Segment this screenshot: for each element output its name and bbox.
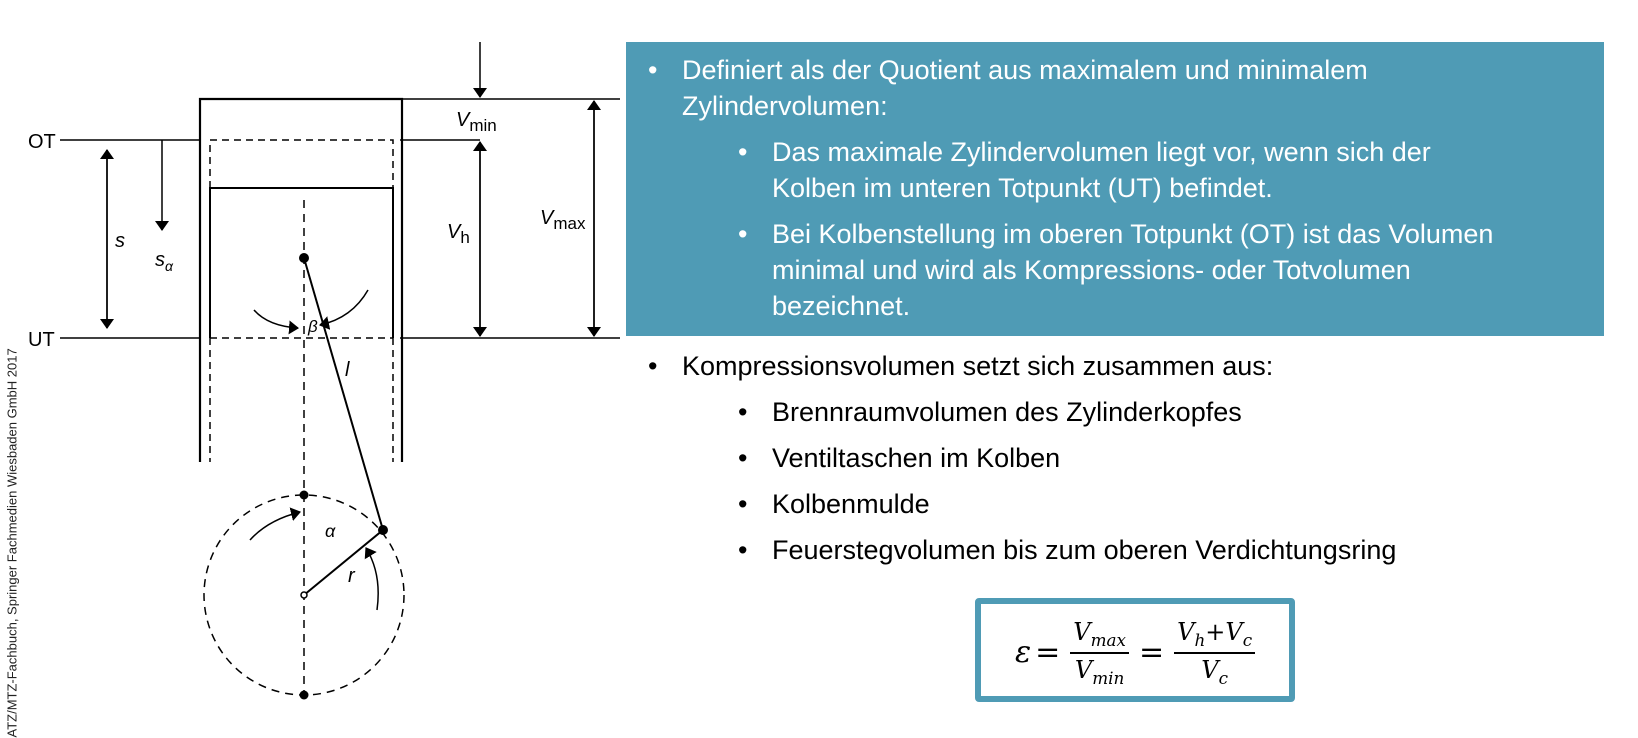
label-alpha: α	[325, 521, 336, 541]
list-item: • Brennraumvolumen des Zylinderkopfes	[738, 397, 1242, 427]
svg-text:Vmax	[540, 207, 586, 233]
label-v-min-sub: min	[469, 116, 497, 135]
label-s-alpha-sub: α	[165, 258, 173, 274]
compression-ratio-formula	[975, 598, 1295, 702]
svg-text:Vmin	[456, 109, 497, 135]
svg-text:s	[115, 230, 125, 252]
label-v-max-sub: max	[553, 214, 586, 233]
label-ut: UT	[28, 329, 55, 351]
piston	[210, 188, 393, 338]
list-item: • Feuerstegvolumen bis zum oberen Verdichtungsring	[738, 535, 1397, 565]
list-item: • Ventiltaschen im Kolben	[738, 443, 1061, 473]
label-v-h-sub: h	[460, 228, 470, 247]
connecting-rod	[304, 258, 383, 530]
label-beta: β	[308, 317, 318, 336]
label-s: s	[115, 230, 125, 252]
definition-sub1: • Das maximale Zylindervolumen liegt vor, wenn sich der Kolben im unteren Totpunkt (UT) befindet.	[738, 137, 1431, 203]
formula: ε = $\frac{V_{max}}{V_{min}}$ = $\frac{V_h+V_c}{V_c}$	[1015, 618, 1261, 688]
label-v-max: V	[540, 207, 554, 229]
label-l: l	[345, 359, 350, 381]
svg-text:Vh	[447, 221, 470, 247]
definition-sub2: • Bei Kolbenstellung im oberen Totpunkt (OT) ist das Volumen minimal und wird als Kompressions- oder Totvolumen bezeichnet.	[738, 219, 1494, 321]
piston-crank-diagram	[0, 0, 640, 718]
label-r: r	[348, 565, 355, 587]
composition-main: • Kompressionsvolumen setzt sich zusammen aus:	[648, 351, 1274, 381]
definition-box	[626, 42, 1604, 336]
label-v-h: V	[447, 221, 461, 243]
svg-text:sα	[155, 249, 174, 274]
crank-arm	[304, 530, 383, 595]
list-item: • Kolbenmulde	[738, 489, 930, 519]
cylinder-wall	[200, 99, 402, 462]
formula-epsilon: ε	[1015, 635, 1032, 671]
definition-main: • Definiert als der Quotient aus maximalem und minimalem Zylindervolumen:	[648, 55, 1368, 121]
image-credit: ATZ/MTZ-Fachbuch, Springer Fachmedien Wiesbaden GmbH 2017	[4, 348, 20, 738]
fraction-vmax-vmin: $\frac{V_{max}}{V_{min}}$	[1070, 618, 1129, 688]
label-v-min: V	[456, 109, 470, 131]
fraction-vh-vc: $\frac{V_h+V_c}{V_c}$	[1174, 618, 1255, 688]
label-ot: OT	[28, 131, 56, 153]
label-s-alpha: s	[155, 249, 165, 271]
